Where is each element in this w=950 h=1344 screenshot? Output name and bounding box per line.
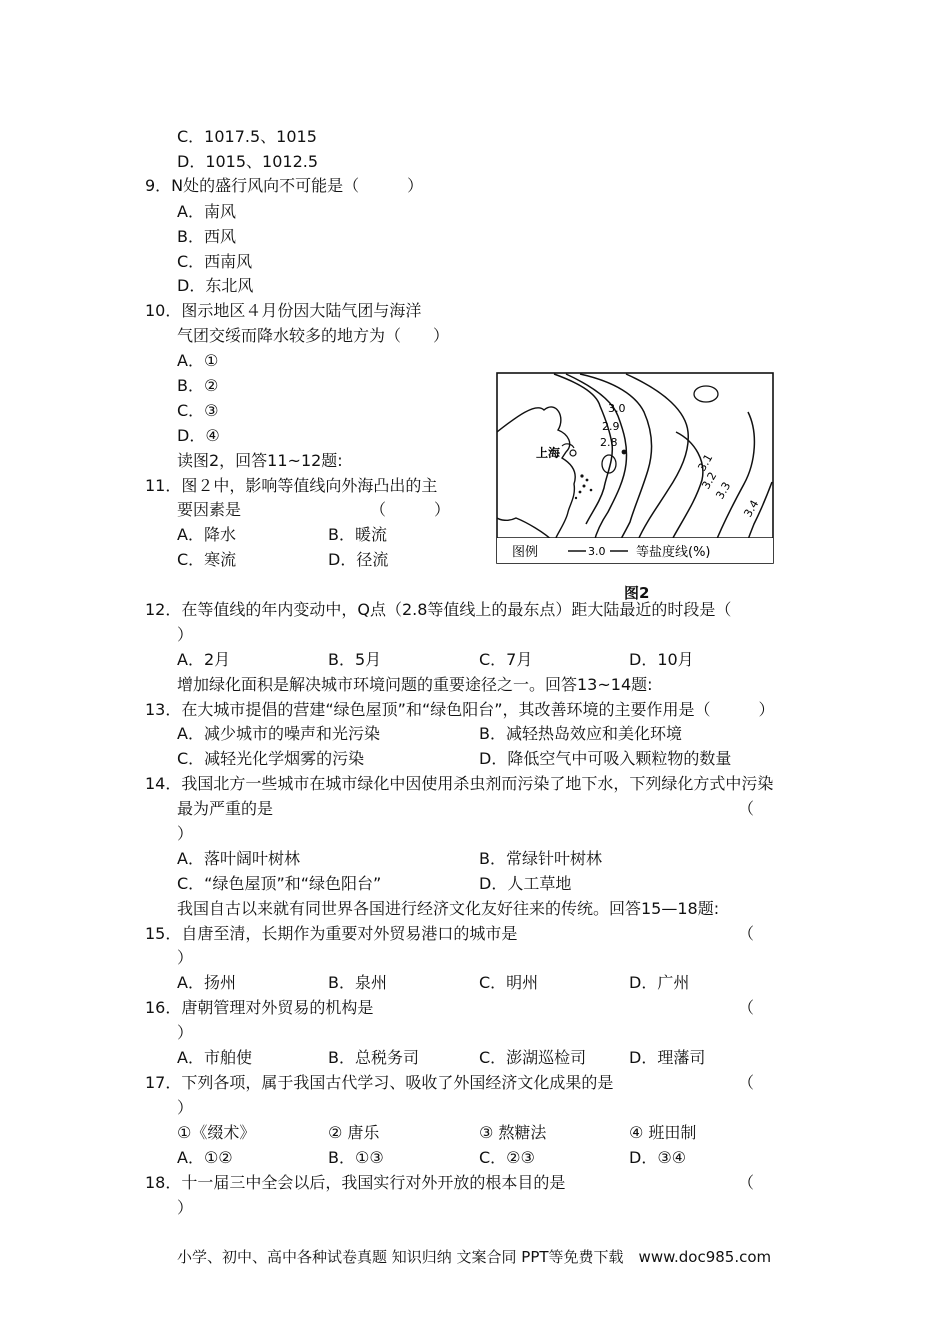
- q10-option-b: B．②: [177, 376, 219, 395]
- q12-option-c: C．7月: [479, 650, 533, 669]
- q14-paren-right: ）: [177, 824, 194, 843]
- q12-stem-line2: ）: [177, 625, 194, 644]
- q13-stem: 13．在大城市提倡的营建“绿色屋顶”和“绿色阳台”，其改善环境的主要作用是（ ）: [145, 700, 775, 719]
- map-frame: [497, 373, 773, 563]
- city-label: 上海: [536, 446, 561, 460]
- q15-paren-right: ）: [177, 948, 194, 967]
- q17-item-1: ①《缀术》: [177, 1123, 256, 1142]
- q17-option-b: B．①③: [328, 1148, 384, 1167]
- q15-paren-left: （: [738, 924, 755, 943]
- q11-stem-line2: 要因素是: [177, 500, 242, 519]
- q14-option-b: B．常绿针叶树林: [479, 849, 602, 868]
- legend-box: [497, 538, 773, 563]
- q10-option-a: A．①: [177, 351, 219, 370]
- point-q-marker: [622, 450, 627, 455]
- q13-option-c: C．减轻光化学烟雾的污染: [177, 749, 365, 768]
- iso-label-3.2: 3.2: [699, 469, 720, 492]
- q9-option-b: B．西风: [177, 227, 236, 246]
- q13-option-a: A．减少城市的噪声和光污染: [177, 724, 380, 743]
- q15-option-c: C．明州: [479, 973, 539, 992]
- q17-item-3: ③ 熬糖法: [479, 1123, 547, 1142]
- q11-option-a: A．降水: [177, 525, 236, 544]
- q14-stem-line1: 14．我国北方一些城市在城市绿化中因使用杀虫剂而污染了地下水，下列绿化方式中污染: [145, 774, 774, 793]
- q9-option-d: D．东北风: [177, 276, 254, 295]
- q14-option-c: C．“绿色屋顶”和“绿色阳台”: [177, 874, 382, 893]
- salinity-map-figure: [496, 372, 774, 564]
- q18-paren-right: ）: [177, 1198, 194, 1217]
- q15-stem: 15．自唐至清，长期作为重要对外贸易港口的城市是: [145, 924, 518, 943]
- q15-option-b: B．泉州: [328, 973, 387, 992]
- q16-paren-right: ）: [177, 1023, 194, 1042]
- q15-option-a: A．扬州: [177, 973, 236, 992]
- q11-stem-line1: 11．图２中，影响等值线向外海凸出的主: [145, 476, 438, 495]
- q16-option-a: A．市舶使: [177, 1048, 252, 1067]
- iso-label-2.8: 2.8: [600, 436, 618, 449]
- q14-option-d: D．人工草地: [479, 874, 572, 893]
- q17-option-d: D．③④: [629, 1148, 687, 1167]
- figure-caption: 图2: [624, 584, 650, 602]
- q12-option-b: B．5月: [328, 650, 382, 669]
- iso-label-3.0: 3.0: [608, 402, 626, 415]
- legend-title: 图例: [512, 545, 539, 560]
- q9-option-a: A．南风: [177, 202, 236, 221]
- q17-stem: 17．下列各项，属于我国古代学习、吸收了外国经济文化成果的是: [145, 1073, 614, 1092]
- iso-label-3.1: 3.1: [695, 451, 716, 474]
- legend-text: 等盐度线(%): [636, 545, 711, 560]
- q12-stem-line1: 12．在等值线的年内变动中，Q点（2.8等值线上的最东点）距大陆最近的时段是（: [145, 600, 732, 619]
- q8-option-c: C．1017.5、1015: [177, 127, 317, 146]
- iso-label-2.9: 2.9: [602, 420, 620, 433]
- iso-label-3.4: 3.4: [741, 497, 762, 520]
- q10-stem-line2: 气团交绥而降水较多的地方为（ ）: [177, 326, 450, 345]
- legend-sample-value: 3.0: [588, 545, 606, 558]
- q11-option-c: C．寒流: [177, 550, 237, 569]
- q9-stem: 9．N处的盛行风向不可能是（ ）: [145, 176, 424, 195]
- intro-11-12: 读图2，回答11~12题:: [177, 451, 343, 470]
- q10-option-d: D．④: [177, 426, 220, 445]
- q9-option-c: C．西南风: [177, 252, 253, 271]
- q10-stem-line1: 10．图示地区４月份因大陆气团与海洋: [145, 301, 422, 320]
- q16-paren-left: （: [738, 998, 755, 1017]
- q17-paren-left: （: [738, 1073, 755, 1092]
- q17-item-2: ② 唐乐: [328, 1123, 380, 1142]
- q10-option-c: C．③: [177, 401, 219, 420]
- q16-option-d: D．理藩司: [629, 1048, 706, 1067]
- q18-stem: 18．十一届三中全会以后，我国实行对外开放的根本目的是: [145, 1173, 566, 1192]
- intro-13-14: 增加绿化面积是解决城市环境问题的重要途径之一。回答13~14题:: [177, 675, 653, 694]
- q17-option-a: A．①②: [177, 1148, 233, 1167]
- intro-15-18: 我国自古以来就有同世界各国进行经济文化友好往来的传统。回答15—18题:: [177, 899, 720, 918]
- q8-option-d: D．1015、1012.5: [177, 152, 319, 171]
- iso-label-3.3: 3.3: [713, 479, 734, 502]
- page-footer: 小学、初中、高中各种试卷真题 知识归纳 文案合同 PPT等免费下载 www.doc985.com: [177, 1248, 772, 1266]
- q14-option-a: A．落叶阔叶树林: [177, 849, 300, 868]
- q14-stem-line2: 最为严重的是: [177, 799, 274, 818]
- q15-option-d: D．广州: [629, 973, 690, 992]
- q11-option-d: D．径流: [328, 550, 389, 569]
- q17-item-4: ④ 班田制: [629, 1123, 697, 1142]
- q16-option-b: B．总税务司: [328, 1048, 419, 1067]
- q16-stem: 16．唐朝管理对外贸易的机构是: [145, 998, 374, 1017]
- q11-option-b: B．暖流: [328, 525, 387, 544]
- q17-paren-right: ）: [177, 1098, 194, 1117]
- q13-option-b: B．减轻热岛效应和美化环境: [479, 724, 682, 743]
- q11-answer-paren: （ ）: [370, 500, 451, 519]
- q14-paren-left: （: [738, 799, 755, 818]
- q17-option-c: C．②③: [479, 1148, 535, 1167]
- q13-option-d: D．降低空气中可吸入颗粒物的数量: [479, 749, 732, 768]
- q16-option-c: C．澎湖巡检司: [479, 1048, 587, 1067]
- q12-option-d: D．10月: [629, 650, 694, 669]
- q12-option-a: A．2月: [177, 650, 231, 669]
- q18-paren-left: （: [738, 1173, 755, 1192]
